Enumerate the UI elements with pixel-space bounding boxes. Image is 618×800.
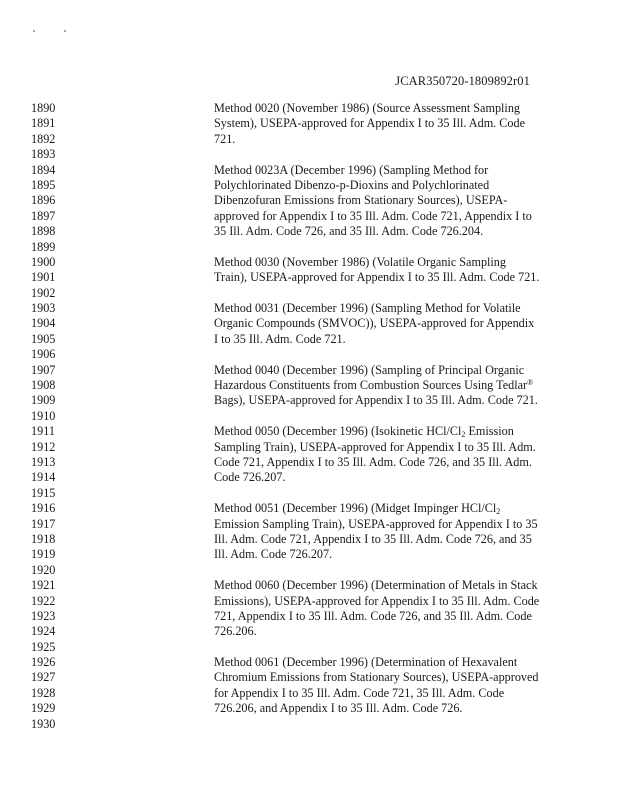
line-text [214,655,517,670]
document-line [0,670,618,685]
document-line [0,409,618,424]
document-line [0,717,618,732]
line-text [214,532,532,547]
document-line [0,240,618,255]
line-text-run: Method 0030 (November 1986) (Volatile Organic Sampling [214,254,506,269]
document-body [0,101,618,732]
document-line [0,624,618,639]
line-text [214,316,534,331]
document-line [0,363,618,378]
line-text [214,255,506,270]
line-text-run: Sampling Train), USEPA-approved for Appendix I to 35 Ill. Adm. [214,439,536,454]
document-line [0,470,618,485]
line-number: 1923 [31,608,56,623]
line-number: 1920 [31,562,56,577]
line-text-run: Method 0051 (December 1996) (Midget Impinger HCl/Cl [214,501,497,516]
document-line [0,116,618,131]
document-line [0,686,618,701]
document-line [0,532,618,547]
document-line [0,193,618,208]
document-line [0,440,618,455]
line-number: 1897 [31,208,56,223]
document-line [0,486,618,501]
line-number: 1913 [31,454,56,469]
line-number: 1925 [31,639,56,654]
document-line [0,578,618,593]
line-number: 1927 [31,670,56,685]
line-number: 1902 [31,285,56,300]
line-text-run: Method 0060 (December 1996) (Determination of Metals in Stack [214,578,538,593]
line-number: 1918 [31,531,56,546]
line-number: 1898 [31,224,56,239]
line-text [214,378,533,393]
document-line [0,501,618,516]
line-text [214,517,538,532]
line-text-run: 35 Ill. Adm. Code 726, and 35 Ill. Adm. Code 726.204. [214,224,484,239]
document-line [0,101,618,116]
line-number: 1899 [31,239,56,254]
line-text-run: I to 35 Ill. Adm. Code 721. [214,331,346,346]
line-text [214,132,235,147]
document-line [0,286,618,301]
line-text [214,578,538,593]
line-text [214,363,524,378]
line-number: 1915 [31,485,56,500]
line-number: 1905 [31,331,56,346]
line-number: 1910 [31,408,56,423]
line-number: 1929 [31,701,56,716]
line-text-run: Method 0031 (December 1996) (Sampling Method for Volatile [214,301,521,316]
line-number: 1893 [31,147,56,162]
line-number: 1907 [31,362,56,377]
line-text [214,224,483,239]
line-number: 1917 [31,516,56,531]
document-line [0,163,618,178]
line-text-run: Method 0020 (November 1986) (Source Assessment Sampling [214,101,521,115]
line-text [214,301,521,316]
line-number: 1928 [31,685,56,700]
line-text [214,670,539,685]
document-line [0,209,618,224]
line-text [214,470,285,485]
line-text-run: 721. [214,131,236,146]
line-text-run: Emission Sampling Train), USEPA-approved for Appendix I to 35 [214,516,538,531]
line-text [214,624,257,639]
document-line [0,393,618,408]
line-number: 1919 [31,547,56,562]
line-text [214,270,539,285]
line-text [214,424,514,439]
line-number: 1895 [31,177,56,192]
line-text-run: Code 726.207. [214,470,286,485]
line-text-run: Ill. Adm. Code 721, Appendix I to 35 Ill. Adm. Code 726, and 35 [214,531,532,546]
line-number: 1904 [31,316,56,331]
line-text [214,116,525,131]
line-text-run: Method 0040 (December 1996) (Sampling of Principal Organic [214,362,525,377]
line-text-run: Train), USEPA-approved for Appendix I to 35 Ill. Adm. Code 721. [214,270,540,285]
line-number: 1908 [31,378,56,393]
superscript-text: ® [527,378,534,388]
line-number: 1911 [31,424,55,439]
line-text [214,393,538,408]
line-text-run: for Appendix I to 35 Ill. Adm. Code 721, 35 Ill. Adm. Code [214,685,505,700]
line-text [214,163,488,178]
document-line [0,594,618,609]
line-text [214,501,500,516]
line-text-run: Emissions), USEPA-approved for Appendix I to 35 Ill. Adm. Code [214,593,540,608]
line-number: 1909 [31,393,56,408]
line-text-run: Dibenzofuran Emissions from Stationary Sources), USEPA- [214,193,508,208]
line-text-run: Hazardous Constituents from Combustion Sources Using Tedlar [214,378,528,393]
document-line [0,609,618,624]
line-number: 1896 [31,193,56,208]
line-number: 1922 [31,593,56,608]
subscript-text: 2 [461,430,466,440]
subscript-text: 2 [496,507,501,517]
line-text [214,440,536,455]
line-number: 1912 [31,439,56,454]
document-line [0,455,618,470]
line-text-run: Code 721, Appendix I to 35 Ill. Adm. Code 726, and 35 Ill. Adm. [214,454,532,469]
scan-speck [64,30,66,32]
line-text-run: Method 0050 (December 1996) (Isokinetic HCl/Cl [214,424,462,439]
line-number: 1921 [31,578,56,593]
line-text [214,332,346,347]
line-text-run: System), USEPA-approved for Appendix I to 35 Ill. Adm. Code [214,116,525,131]
line-text-run: 726.206. [214,624,257,639]
line-text-run: Polychlorinated Dibenzo-p-Dioxins and Polychlorinated [214,177,490,192]
line-text [214,209,532,224]
document-line [0,640,618,655]
line-number: 1930 [31,716,56,731]
line-text [214,178,489,193]
document-line [0,147,618,162]
document-line [0,332,618,347]
line-text-run: approved for Appendix I to 35 Ill. Adm. Code 721, Appendix I to [214,208,532,223]
line-text [214,455,532,470]
document-line [0,347,618,362]
document-line [0,224,618,239]
line-number: 1924 [31,624,56,639]
line-number: 1890 [31,101,56,115]
document-line [0,301,618,316]
document-line [0,270,618,285]
line-number: 1906 [31,347,56,362]
document-line [0,316,618,331]
line-text [214,701,462,716]
document-line [0,424,618,439]
document-id-header: JCAR350720-1809892r01 [395,74,530,88]
document-line [0,255,618,270]
line-text-run: Emission [465,424,514,439]
line-text-run: Method 0061 (December 1996) (Determination of Hexavalent [214,655,518,670]
document-line [0,655,618,670]
line-text-run: Organic Compounds (SMVOC)), USEPA-approved for Appendix [214,316,535,331]
line-text-run: Method 0023A (December 1996) (Sampling Method for [214,162,489,177]
line-text-run: 721, Appendix I to 35 Ill. Adm. Code 726, and 35 Ill. Adm. Code [214,608,532,623]
line-text [214,686,504,701]
scan-speck [33,30,35,32]
line-text-run: Chromium Emissions from Stationary Sources), USEPA-approved [214,670,539,685]
line-number: 1891 [31,116,56,131]
document-line [0,517,618,532]
line-number: 1903 [31,301,56,316]
document-line [0,701,618,716]
line-number: 1926 [31,655,56,670]
line-number: 1892 [31,131,56,146]
document-line [0,132,618,147]
line-number: 1916 [31,501,56,516]
line-number: 1900 [31,254,56,269]
line-text [214,547,332,562]
line-text [214,193,507,208]
document-line [0,563,618,578]
document-line [0,178,618,193]
document-line [0,547,618,562]
line-text [214,101,520,116]
line-text [214,609,532,624]
line-text-run: 726.206, and Appendix I to 35 Ill. Adm. Code 726. [214,701,463,716]
line-number: 1901 [31,270,56,285]
line-number: 1894 [31,162,56,177]
document-line [0,378,618,393]
line-text-run: Ill. Adm. Code 726.207. [214,547,333,562]
line-text [214,594,539,609]
line-text-run: Bags), USEPA-approved for Appendix I to 35 Ill. Adm. Code 721. [214,393,538,408]
line-number: 1914 [31,470,56,485]
